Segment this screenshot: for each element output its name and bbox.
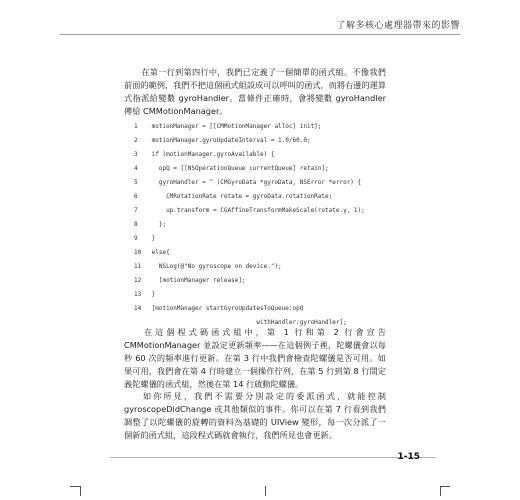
code-text: [motionManager startGyroUpdatesToQueue:opQ — [151, 305, 304, 312]
code-line — [134, 177, 361, 189]
paragraph-text: 如你所見，我們不需要分別設定的委派函式，就能控制 gyroscopeDidChange 或其他類似的事件。你可以在第 7 行看到我們調整了以陀螺儀的旋轉的資料為基礎的 UIView 變形，每一次分派了一個新的函式組，這段程式碼就會執行，我們所見也會更新。 — [124, 391, 386, 440]
paragraph-text: 在這個程式碼函式組中，第 1 行和第 2 行會宣告 CMMotionManager 並設定更新頻率——在這個例子裡，陀螺儀會以每秒 60 次的頻率進行更新。在第 3 行中我們會檢查陀螺儀是否可用。如果可用，我們會在第 4 行時建立一個操作佇列，在第 5 行到第 8 行間定義陀螺儀的函式組，然後在第 14 行啟動陀螺儀。 — [124, 327, 386, 389]
line-number: 3 — [134, 151, 138, 158]
line-number: 8 — [134, 221, 138, 228]
paragraph-explanation — [124, 326, 386, 391]
line-number: 4 — [134, 165, 138, 172]
code-text: if (motionManager.gyroAvailable) { — [151, 151, 275, 158]
code-text: withHandler:gyroHandler]; — [151, 319, 347, 326]
code-text: up.transform = CGAffineTransformMakeScale(rotate.y, 1); — [151, 207, 365, 214]
code-line — [134, 149, 274, 161]
code-text: motionManager = [[CMMotionManager alloc] init]; — [151, 123, 322, 130]
line-number: 14 — [134, 305, 142, 312]
line-number: 11 — [134, 263, 142, 270]
code-text: CMRotationRate rotate = gyroData.rotationRate; — [151, 193, 333, 200]
code-line — [134, 261, 282, 273]
code-text: }; — [151, 221, 167, 228]
paragraph-conclusion — [124, 390, 386, 442]
line-number: 7 — [134, 207, 138, 214]
line-number: 5 — [134, 179, 138, 186]
code-text: } — [151, 291, 156, 298]
crop-mark — [70, 486, 80, 487]
code-line — [134, 303, 303, 315]
paragraph-intro — [124, 66, 386, 118]
line-number: 10 — [134, 249, 142, 256]
footer-rule — [110, 457, 436, 458]
code-text: NSLog(@"No gyroscope on device."); — [151, 263, 282, 270]
line-number: 13 — [134, 291, 142, 298]
code-text: gyroHandler = ^ (CMGyroData *gyroData, NSError *error) { — [151, 179, 362, 186]
paragraph-text: 在第一行到第四行中，我們已定義了一個簡單的函式組。不像我們前面的範例，我們不把這個函式組設成可以呼叫的函式，而將右邊的運算式指派給變數 gyroHandler。當條件正確時，會將變數 gyroHandler 傳給 CMMotionManager。 — [124, 67, 387, 116]
code-line — [134, 163, 329, 175]
code-line — [134, 191, 332, 203]
line-number: 2 — [134, 137, 138, 144]
line-number: 6 — [134, 193, 138, 200]
code-line — [134, 135, 311, 147]
code-text: opQ = [[NSOperationQueue currentQueue] retain]; — [151, 165, 329, 172]
code-line — [134, 275, 246, 287]
code-text: [motionManager release]; — [151, 277, 246, 284]
code-text: motionManager.gyroUpdateInterval = 1.0/60.0; — [151, 137, 311, 144]
code-line — [134, 289, 155, 301]
code-line — [134, 219, 166, 231]
code-line — [134, 247, 170, 259]
line-number: 12 — [134, 277, 142, 284]
code-line — [134, 233, 155, 245]
page-number: 1-15 — [397, 452, 420, 462]
crop-mark — [265, 486, 266, 496]
crop-mark — [80, 486, 81, 496]
running-header-title: 了解多核心處理器帶來的影響 — [336, 21, 460, 31]
code-text: } — [151, 235, 156, 242]
crop-mark — [440, 486, 441, 496]
code-text: else{ — [151, 249, 170, 256]
code-line — [134, 205, 365, 217]
code-line — [134, 121, 321, 133]
line-number: 9 — [134, 235, 138, 242]
line-number: 1 — [134, 123, 138, 130]
crop-mark — [440, 486, 450, 487]
header-rule — [60, 34, 460, 35]
